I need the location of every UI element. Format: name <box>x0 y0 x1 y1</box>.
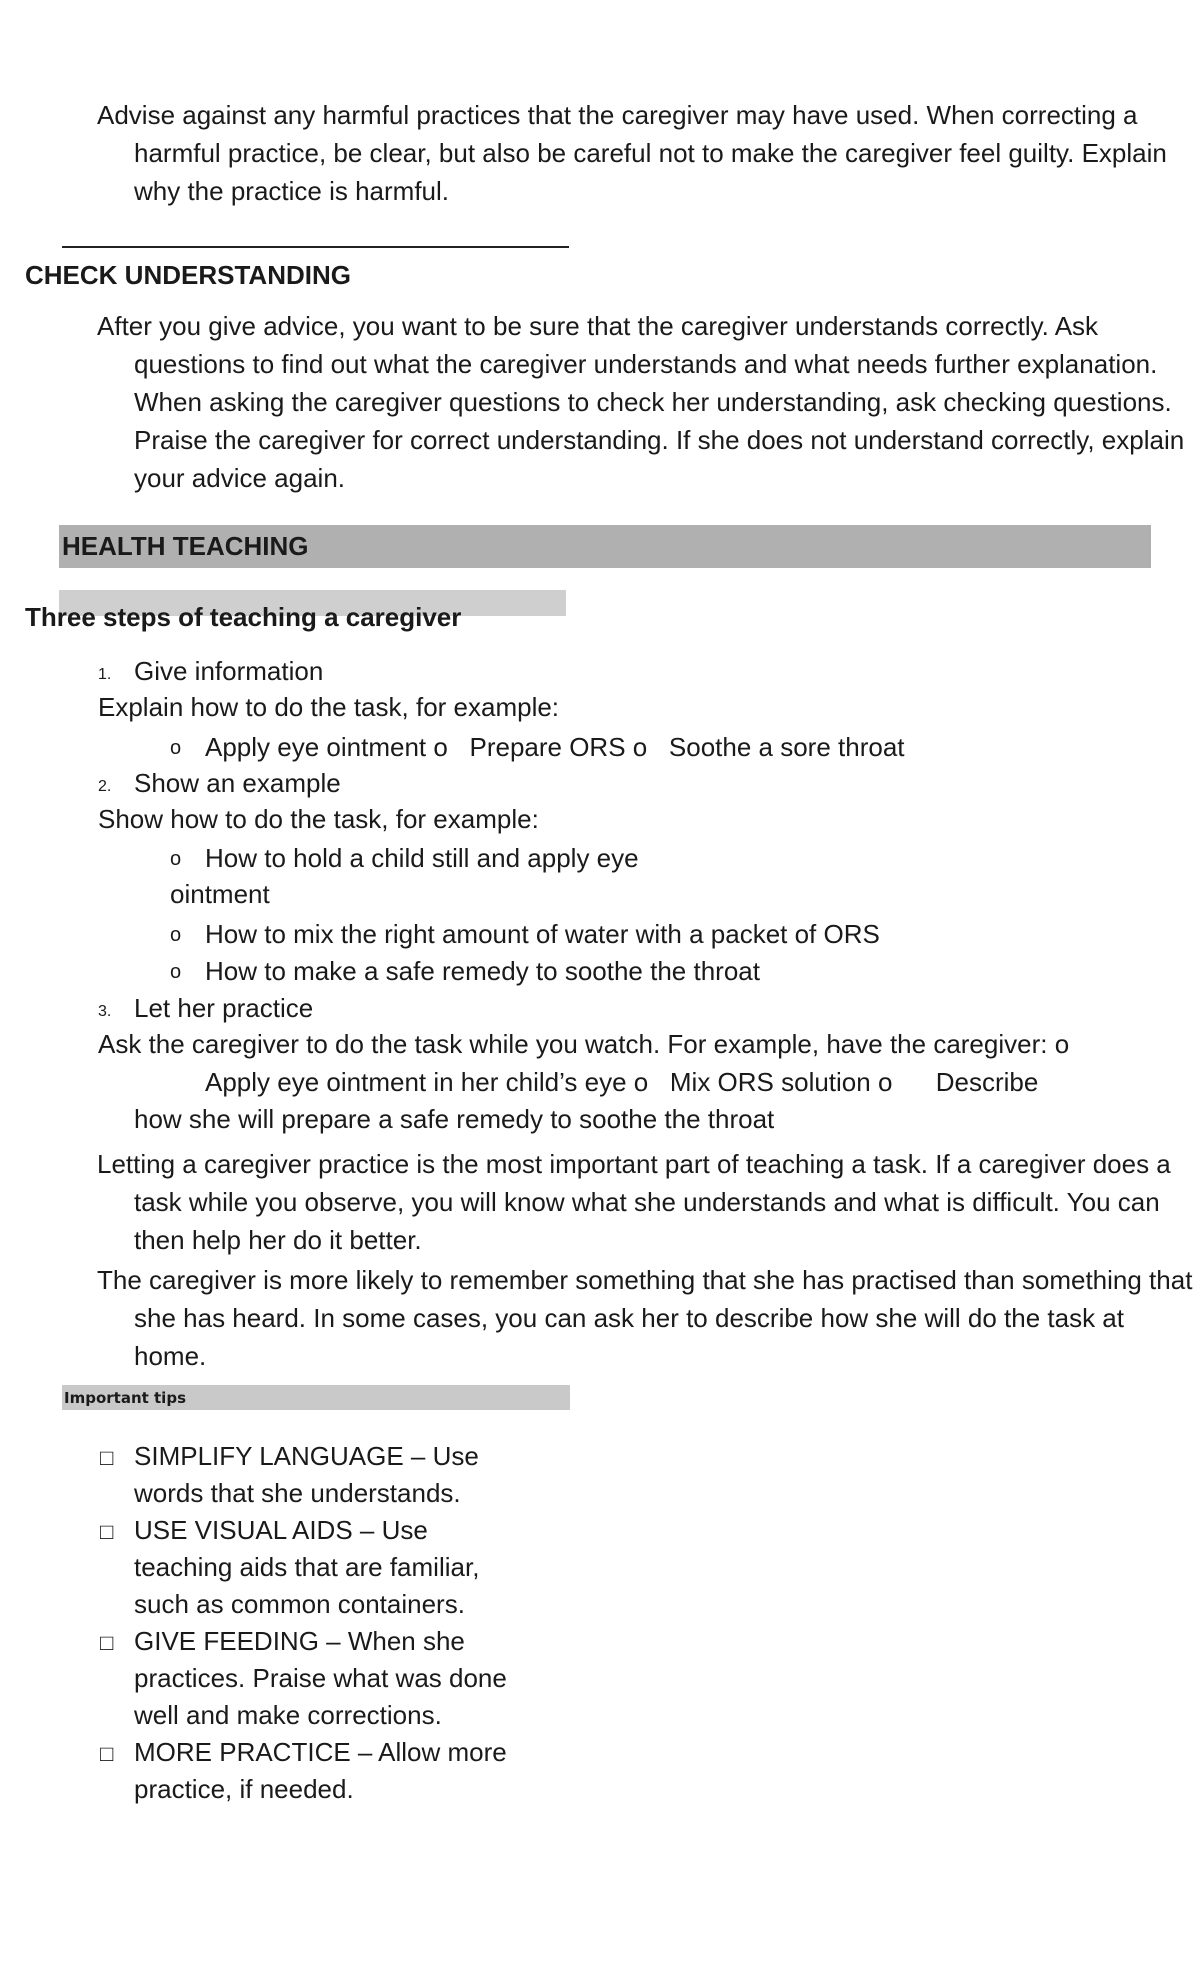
tip-line: well and make corrections. <box>134 1700 442 1730</box>
checkbox-icon: □ <box>100 1630 114 1655</box>
step-explain: Ask the caregiver to do the task while you watch. For example, have the caregiver: o <box>98 1029 1070 1059</box>
tip-line: practice, if needed. <box>134 1774 354 1804</box>
checkbox-icon: □ <box>100 1445 114 1470</box>
step-title: Let her practice <box>134 993 314 1023</box>
section-divider <box>62 246 569 248</box>
step-example: How to hold a child still and apply eye <box>205 843 639 873</box>
check-understanding-paragraph: After you give advice, you want to be sure that the caregiver understands correctly. Ask questions to find out what the caregiver understands and what needs further explanation. When asking the caregiver questions to check her understanding, ask checking questions. Praise the caregiver for correct understanding. If she does not understand correctly, explain your advice again. <box>97 311 1185 493</box>
check-understanding-heading: CHECK UNDERSTANDING <box>25 260 351 290</box>
step-number: 1. <box>98 666 112 683</box>
step-example: ointment <box>170 879 270 909</box>
checkbox-icon: □ <box>100 1519 114 1544</box>
checkbox-icon: □ <box>100 1741 114 1766</box>
bullet-icon: o <box>170 737 182 759</box>
bullet-icon: o <box>170 848 182 870</box>
tip-line: MORE PRACTICE – Allow more <box>134 1737 507 1767</box>
tip-line: SIMPLIFY LANGUAGE – Use <box>134 1441 479 1471</box>
step-example-line: how she will prepare a safe remedy to soothe the throat <box>134 1104 775 1134</box>
important-tips-title: Important tips <box>64 1389 186 1407</box>
bullet-icon: o <box>170 961 182 983</box>
step-example-line: Apply eye ointment o Prepare ORS o Soothe a sore throat <box>205 732 905 762</box>
tip-line: GIVE FEEDING – When she <box>134 1626 465 1656</box>
tip-line: practices. Praise what was done <box>134 1663 507 1693</box>
step-explain: Show how to do the task, for example: <box>98 804 539 834</box>
step-title: Show an example <box>134 768 341 798</box>
step-example-line: Apply eye ointment in her child’s eye o Mix ORS solution o Describe <box>205 1067 1039 1097</box>
remember-paragraph: The caregiver is more likely to remember something that she has practised than something that she has heard. In some cases, you can ask her to describe how she will do the task at home. <box>97 1265 1193 1371</box>
step-number: 3. <box>98 1003 112 1020</box>
health-teaching-heading: HEALTH TEACHING <box>62 531 309 561</box>
intro-paragraph: Advise against any harmful practices that the caregiver may have used. When correcting a harmful practice, be clear, but also be careful not to make the caregiver feel guilty. Explain why the practice is harmful. <box>97 100 1167 206</box>
tip-line: teaching aids that are familiar, <box>134 1552 480 1582</box>
bullet-icon: o <box>170 924 182 946</box>
tip-line: such as common containers. <box>134 1589 465 1619</box>
step-example: How to make a safe remedy to soothe the throat <box>205 956 760 986</box>
step-number: 2. <box>98 778 112 795</box>
step-title: Give information <box>134 656 324 686</box>
practice-paragraph: Letting a caregiver practice is the most important part of teaching a task. If a caregiver does a task while you observe, you will know what she understands and what is difficult. You can then help her do it better. <box>97 1149 1171 1255</box>
tip-line: words that she understands. <box>134 1478 461 1508</box>
tip-line: USE VISUAL AIDS – Use <box>134 1515 428 1545</box>
step-explain: Explain how to do the task, for example: <box>98 692 560 722</box>
step-example: How to mix the right amount of water with a packet of ORS <box>205 919 880 949</box>
steps-subheading: Three steps of teaching a caregiver <box>25 602 462 632</box>
